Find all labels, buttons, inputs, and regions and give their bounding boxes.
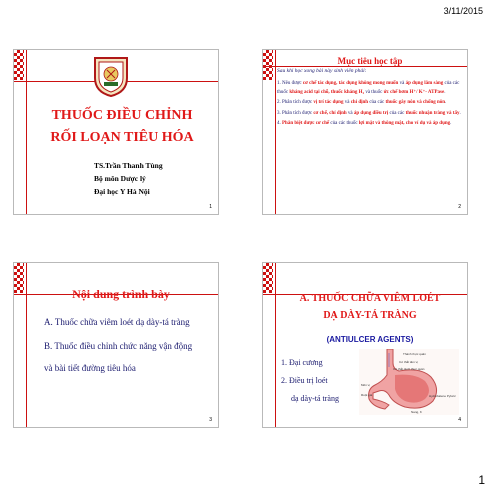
- content-item: 1. Đại cương: [281, 358, 323, 367]
- diagram-label: Hydrobalene Pyloric: [429, 394, 456, 398]
- slide-1-title-line-2: RỐI LOẠN TIÊU HÓA: [50, 130, 194, 145]
- objective-text: của các: [388, 110, 406, 116]
- objective-highlight: chỉ định: [350, 100, 369, 106]
- content-item: B. Thuốc điều chỉnh chức năng vận động: [44, 341, 193, 351]
- objective-highlight: áp dụng lâm sàng: [405, 81, 444, 86]
- objective-text: .: [450, 121, 452, 127]
- content-item: và bài tiết đường tiêu hóa: [44, 363, 136, 373]
- diagram-label: Nang, K: [411, 410, 422, 414]
- slide-2-intro: Sau khi học xong bài này sinh viên phải:: [277, 68, 367, 74]
- objective-text: và: [343, 100, 351, 106]
- objective-text: của các thuốc: [329, 121, 359, 127]
- diagram-label: Cơ thắt tâm vị: [399, 360, 418, 364]
- objective-text: và thuốc: [364, 89, 384, 95]
- objective-highlight: Phân biệt được cơ chế: [282, 121, 330, 127]
- content-item: dạ dày-tá tràng: [291, 394, 339, 403]
- slide-2[interactable]: [262, 49, 468, 215]
- slide-4-subtitle: (ANTIULCER AGENTS): [326, 335, 414, 344]
- slide-2-title: Mục tiêu học tập: [337, 56, 403, 66]
- slide-decoration-vline: [26, 263, 27, 427]
- slide-4-title-line-1: A. THUỐC CHỮA VIÊM LOÉT: [299, 293, 441, 304]
- objective-item: [277, 120, 461, 129]
- content-item: 2. Điều trị loét: [281, 376, 328, 385]
- objective-highlight: vị trí tác dụng: [313, 100, 344, 106]
- slide-decoration-hline: [263, 66, 467, 67]
- slide-number: 2: [458, 204, 461, 210]
- slide-decoration-checker: [14, 263, 24, 293]
- slide-1-university: Đại học Y Hà Nội: [94, 187, 150, 196]
- university-seal-logo: [89, 54, 133, 98]
- objective-highlight: áp dụng điều trị: [353, 110, 389, 116]
- print-date: 3/11/2015: [443, 6, 483, 16]
- objective-item: [277, 110, 461, 119]
- stomach-diagram: [359, 349, 459, 415]
- slide-decoration-checker: [263, 263, 273, 293]
- slide-decoration-vline: [275, 263, 276, 427]
- objective-text: .: [445, 100, 447, 106]
- slide-1-author: TS.Trần Thanh Tùng: [94, 161, 163, 170]
- diagram-label: Môn vị: [361, 383, 370, 387]
- objective-text: 2. Phân tích được: [277, 100, 314, 106]
- objective-highlight: thuốc gây nôn và chống nôn: [385, 100, 446, 106]
- content-item: A. Thuốc chữa viêm loét dạ dày-tá tràng: [44, 317, 190, 327]
- objective-text: 3. Phân tích được: [277, 110, 314, 116]
- objective-highlight: lợi mật và thông mật, cho ví dụ và áp dụng: [358, 121, 451, 127]
- slide-3[interactable]: [13, 262, 219, 428]
- slide-1-department: Bộ môn Dược lý: [94, 174, 146, 183]
- slide-number: 3: [209, 417, 212, 423]
- objective-text: của các: [368, 100, 386, 106]
- slide-number: 1: [209, 204, 212, 210]
- slide-3-title: Nội dung trình bày: [72, 287, 170, 301]
- slide-number: 4: [458, 417, 461, 423]
- slide-decoration-vline: [26, 50, 27, 214]
- slide-decoration-checker: [14, 50, 24, 80]
- diagram-label: Cơ thắt dưới thực quản: [393, 367, 425, 371]
- diagram-label: Thành thực quản: [403, 352, 426, 356]
- diagram-label: Ruột già: [361, 393, 373, 397]
- objective-highlight: cơ chế tác dụng, tác dụng không mong muốn: [302, 81, 399, 86]
- slide-4[interactable]: [262, 262, 468, 428]
- objective-text: 1. Nêu được: [277, 81, 303, 86]
- objective-text: và: [398, 81, 406, 86]
- objective-text: .: [459, 110, 461, 116]
- objective-highlight: cơ chế, chỉ định: [313, 110, 347, 116]
- objective-text: và: [346, 110, 354, 116]
- objective-item: [277, 99, 461, 108]
- objective-highlight: kháng acid tại chỗ, thuốc kháng H₂: [289, 89, 365, 95]
- slide-4-title-line-2: DẠ DÀY-TÁ TRÀNG: [323, 310, 417, 321]
- objective-text: .: [444, 89, 446, 95]
- slide-1-title-line-1: THUỐC ĐIỀU CHỈNH: [51, 108, 193, 123]
- objective-text: 4.: [277, 121, 282, 127]
- objective-text: của các thuốc: [277, 81, 460, 95]
- objective-highlight: ức chế bơm H⁺/ K⁺- ATPase: [383, 89, 445, 95]
- slide-decoration-checker: [263, 50, 273, 80]
- objective-item: [277, 80, 461, 97]
- slide-decoration-vline: [275, 50, 276, 214]
- objectives-list: [277, 80, 461, 131]
- slide-1[interactable]: [13, 49, 219, 215]
- objective-highlight: thuốc nhuận tràng và tẩy: [405, 110, 460, 116]
- page-number: 1: [478, 473, 485, 487]
